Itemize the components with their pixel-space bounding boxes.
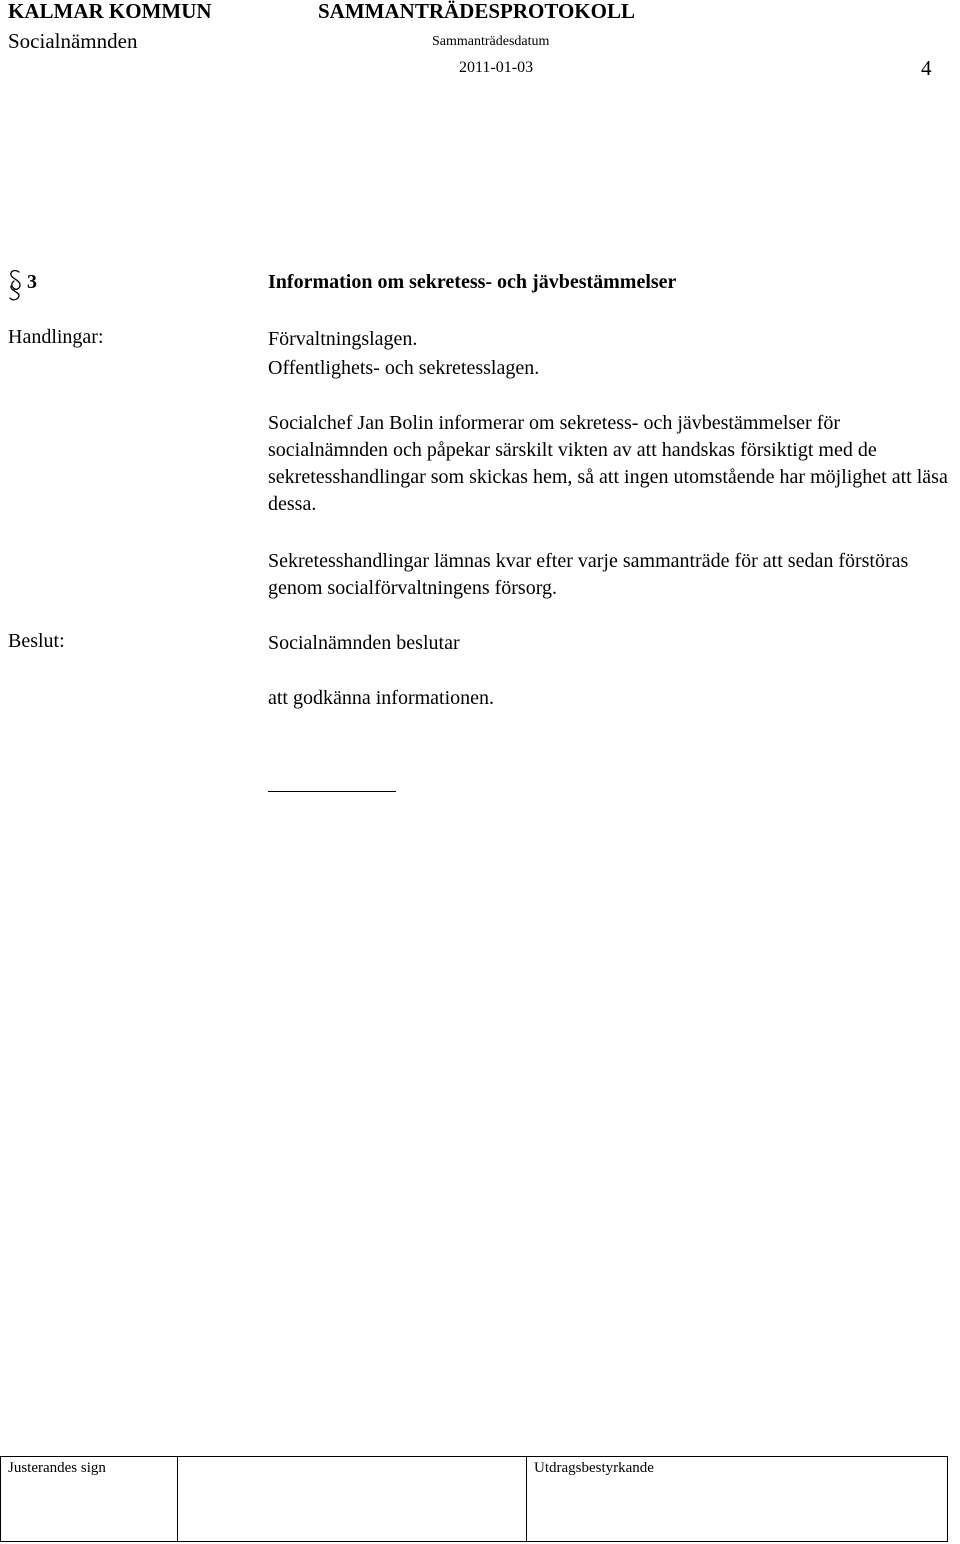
signature-label-cell (1, 1457, 177, 1541)
signature-field (177, 1457, 526, 1541)
signature-footer (0, 1456, 948, 1542)
certification-label: Utdragsbestyrkande (534, 1460, 654, 1476)
certification-cell (526, 1457, 947, 1541)
body-paragraph: Socialchef Jan Bolin informerar om sekretess- och jävbestämmelser för socialnämnden och påpekar särskilt vikten av att handskas försiktigt med de sekretesshandlingar som skickas hem, så att ingen utomstående har möjlighet att läsa dessa. (268, 412, 948, 515)
signature-label: Justerandes sign (8, 1460, 106, 1476)
documents-label: Handlingar: (8, 326, 104, 348)
separator-line (268, 791, 396, 792)
decision-text: att godkänna informationen. (268, 687, 495, 709)
body-paragraph: Sekretesshandlingar lämnas kvar efter varje sammanträde för att sedan förstöras genom socialförvaltningens försorg. (268, 550, 909, 599)
decision-label: Beslut: (8, 630, 65, 652)
document-item: Förvaltningslagen. (268, 328, 418, 350)
section-number: 3 (27, 271, 37, 293)
section-title: Information om sekretess- och jävbestämmelser (268, 271, 677, 293)
document-item: Offentlighets- och sekretesslagen. (268, 357, 540, 379)
page-number: 4 (921, 56, 932, 80)
document-type: SAMMANTRÄDESPROTOKOLL (318, 0, 635, 23)
meeting-date: 2011-01-03 (459, 59, 534, 76)
organization-name: KALMAR KOMMUN (8, 0, 212, 23)
paragraph-icon (8, 269, 22, 302)
decision-intro: Socialnämnden beslutar (268, 632, 460, 654)
meeting-date-label: Sammanträdesdatum (432, 34, 550, 49)
department-name: Socialnämnden (8, 29, 138, 53)
